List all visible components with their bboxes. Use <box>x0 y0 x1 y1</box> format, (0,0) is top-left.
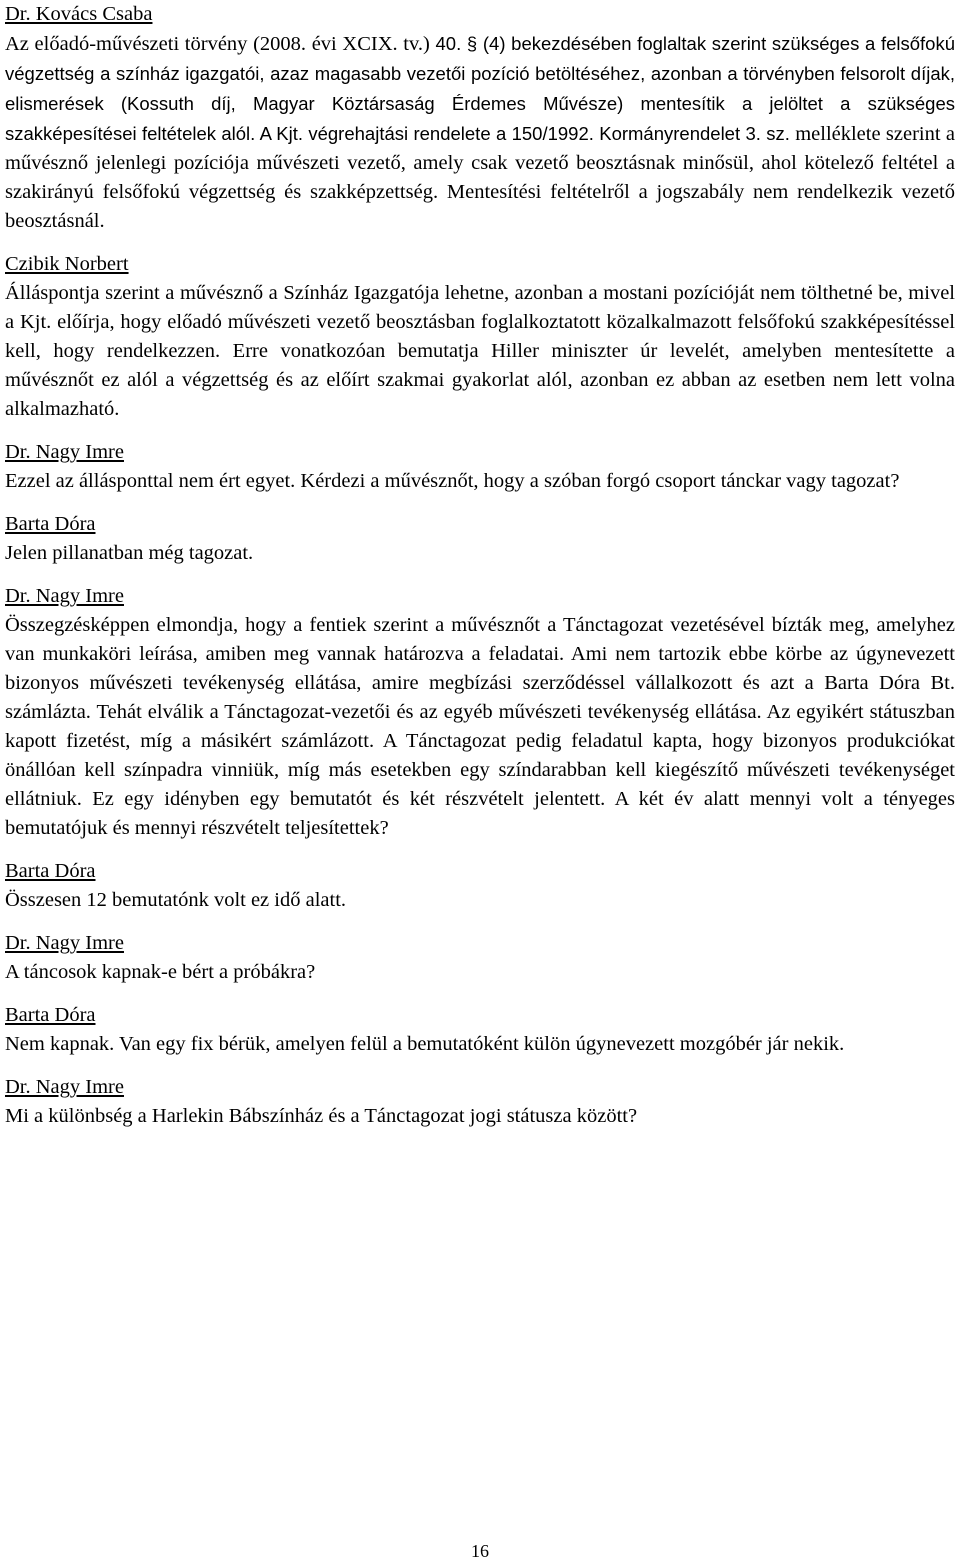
speaker-name: Dr. Nagy Imre <box>5 441 124 463</box>
document-page <box>5 0 955 1145</box>
speaker-name: Barta Dóra <box>5 513 96 535</box>
page-number: 16 <box>471 1541 489 1561</box>
speech-text-segment: 40. § (4) bekezdésében foglaltak szerint szükséges a felsőfokú végzettség a színház igazgatói, azaz magasabb vezetői pozíció betöltéséhez, azonban a törvényben felsorolt díjak, elismerések (Kossuth díj, Magyar Köztársaság Érdemes Művésze) mentesítik a jelöltet a szükséges szakképesítései feltételek alól. A Kjt. végrehajtási rendelete a 150/1992. Kormányrendelet 3. sz. <box>5 33 956 144</box>
speech-block <box>5 510 955 568</box>
speech-text <box>5 886 955 915</box>
speech-text <box>5 1030 955 1059</box>
speech-text-segment: Nem kapnak. Van egy fix bérük, amelyen felül a bemutatóként külön úgynevezett mozgóbér jár nekik. <box>5 1033 845 1055</box>
speech-text <box>5 611 955 843</box>
speech-text-segment: A táncosok kapnak-e bért a próbákra? <box>5 961 316 983</box>
speech-block <box>5 1073 955 1131</box>
speech-text-segment: Álláspontja szerint a művésznő a Színház Igazgatója lehetne, azonban a mostani pozícióját nem tölthetné be, mivel a Kjt. előírja, hogy előadó művészeti vezető beosztásban foglalkoztatott közalkalmazott felsőfokú szakképesítéssel kell, hogy rendelkezzen. Erre vonatkozóan bemutatja Hiller miniszter úr levelét, amelyben mentesítette a művésznőt ez alól a végzettség és az előírt szakmai gyakorlat alól, azonban ez abban az esetben nem lett volna alkalmazható. <box>5 282 955 420</box>
speech-block <box>5 438 955 496</box>
speech-block <box>5 857 955 915</box>
speaker-name: Barta Dóra <box>5 1004 96 1026</box>
speaker-name: Dr. Nagy Imre <box>5 585 124 607</box>
speech-text <box>5 958 955 987</box>
speaker-name: Dr. Nagy Imre <box>5 1076 124 1098</box>
speech-block <box>5 929 955 987</box>
speaker-name: Dr. Nagy Imre <box>5 932 124 954</box>
speech-block <box>5 0 955 236</box>
speaker-name: Czibik Norbert <box>5 253 129 275</box>
speech-text <box>5 279 955 424</box>
speaker-name: Dr. Kovács Csaba <box>5 3 153 25</box>
speech-text-segment: melléklete szerint a művésznő jelenlegi pozíciója művészeti vezető, amely csak vezető beosztásnak minősül, ahol kötelező feltétel a szakirányú felsőfokú végzettség és szakképzettség. Mentesítési feltételről a jogszabály nem rendelkezik vezető beosztásnál. <box>5 123 955 232</box>
speech-text <box>5 539 955 568</box>
speech-text <box>5 1102 955 1131</box>
speech-text-segment: Mi a különbség a Harlekin Bábszínház és a Tánctagozat jogi státusza között? <box>5 1105 638 1127</box>
speech-text-segment: Jelen pillanatban még tagozat. <box>5 542 254 564</box>
speaker-name: Barta Dóra <box>5 860 96 882</box>
speech-text-segment: Összegzésképpen elmondja, hogy a fentiek szerint a művésznőt a Tánctagozat vezetésével bízták meg, amelyhez van munkaköri leírása, amiben meg vannak határozva a feladatai. Ami nem tartozik ebbe körbe az úgynevezett bizonyos művészeti tevékenység ellátása, amire megbízási szerződéssel vállalkozott és azt a Barta Dóra Bt. számlázta. Tehát elválik a Tánctagozat-vezetői és az egyéb művészeti tevékenység ellátása. Az egyikért státuszban kapott fizetést, míg a másikért számlázott. A Tánctagozat pedig feladatul kapta, hogy bizonyos produkciókat önállóan kell színpadra vinniük, míg más esetekben egy színdarabban kell kiegészítő művészeti tevékenységet ellátniuk. Ez egy idényben egy bemutatót és két részvételt jelentett. A két év alatt mennyi volt a tényeges bemutatójuk és mennyi részvételt teljesítettek? <box>5 614 955 839</box>
speech-block <box>5 250 955 424</box>
speech-block <box>5 1001 955 1059</box>
speech-text-segment: Ezzel az állásponttal nem ért egyet. Kérdezi a művésznőt, hogy a szóban forgó csoport tánckar vagy tagozat? <box>5 470 900 492</box>
speech-text <box>5 29 955 236</box>
speech-text-segment: Összesen 12 bemutatónk volt ez idő alatt. <box>5 889 347 911</box>
transcript <box>5 0 955 1131</box>
speech-text-segment: Az előadó-művészeti törvény (2008. évi XCIX. tv.) <box>5 33 436 55</box>
speech-text <box>5 467 955 496</box>
speech-block <box>5 582 955 843</box>
